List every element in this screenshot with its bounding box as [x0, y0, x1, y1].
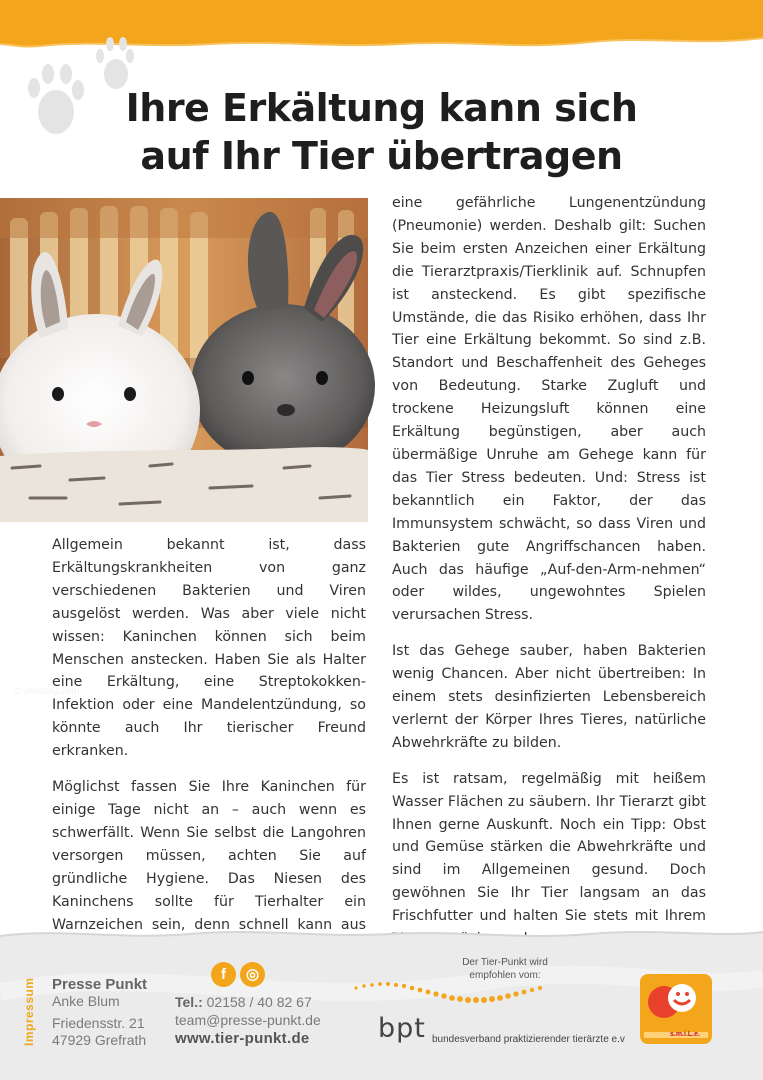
- left-paragraph-2: Möglichst fassen Sie Ihre Kaninchen für einige Tage nicht an – auch wenn es schwerfällt. Wenn Sie selbst die Langohren versorgen müssen, achten Sie auf gründliche Hygiene. Das Niesen des Kaninchens sollte für Tierhalter ein Warnzeichen sein, denn schnell kann aus: [52, 779, 366, 933]
- tel-number[interactable]: 02158 / 40 82 67: [206, 994, 312, 1010]
- dotted-arc-decoration: [352, 976, 552, 1006]
- right-paragraph-3: Es ist ratsam, regelmäßig mit heißem Wasser Flächen zu säubern. Ihr Tierarzt gibt Ihnen gerne Auskunft. Noch ein Tipp: Obst und Gemüse stärken die Abwehrkräfte und sind im Allgemeinen gesund. Doch gewöhnen Sie Ihr Tier langsam an das Frischfutter und halten Sie stets mit Ihrem: [392, 770, 706, 925]
- bpt-logo: bpt: [378, 1013, 426, 1044]
- contact-tel: [175, 994, 312, 1010]
- bpt-full-name: bundesverband praktizierender tierärzte e.v: [432, 1034, 625, 1045]
- title-line-2: auf Ihr Tier übertragen: [140, 134, 623, 178]
- recommend-line-1: Der Tier-Punkt wird: [462, 957, 548, 968]
- right-paragraph-1: eine gefährliche Lungenentzündung (Pneumonie) werden. Deshalb gilt: Suchen Sie beim ersten Anzeichen einer Erkältung die Tierarztpraxis/Tierklinik auf. Schnupfen ist ansteckend. Es gibt spezifische Umstände, die das Risiko erhöhen, dass Ihr Tier eine Erkältung bekommt. So sind z.B. Standort und Beschaffenheit des Geheges von Bedeutung. Starke Zugluft und trockene Heizungsluft können eine Erkältung begünstigen, aber auch übermäßige Unruhe am Gehege kann für das Tier Stress bedeuten. Und: Stress ist bekanntlich ein Faktor, der das Immunsystem schwächt, so dass Viren und Bakterien gute Angriffschancen haben. Auch das häufige „Auf-den-Arm-nehmen“ oder wildes, ungewohntes Spielen verursachen Stress.: [392, 195, 706, 624]
- photo-credit: © pixabay.com: [14, 686, 80, 697]
- page-title: [0, 84, 763, 180]
- press-person: Anke Blum: [52, 993, 120, 1009]
- recommend-line-2: empfohlen vom:: [469, 970, 541, 981]
- left-column: [52, 534, 366, 972]
- contact-email[interactable]: team@presse-punkt.de: [175, 1012, 321, 1028]
- right-paragraph-2: Ist das Gehege sauber, haben Bakterien wenig Chancen. Aber nicht übertreiben: In einem stets desinfizierten Lebensbereich verlernt der Körper Ihres Tieres, natürliche Abwehrkräfte zu bilden.: [392, 643, 706, 751]
- title-line-1: Ihre Erkältung kann sich: [125, 86, 638, 130]
- instagram-icon[interactable]: ◎: [240, 962, 265, 987]
- press-city: 47929 Grefrath: [52, 1032, 147, 1048]
- smile-label: s.m.i.L.e.: [670, 1031, 700, 1038]
- website-link[interactable]: www.tier-punkt.de: [175, 1030, 310, 1047]
- tel-label: Tel.:: [175, 994, 203, 1010]
- press-name: Presse Punkt: [52, 976, 148, 993]
- impressum-label: Impressum: [22, 977, 36, 1046]
- left-paragraph-1: Allgemein bekannt ist, dass Erkältungskrankheiten von ganz verschiedenen Bakterien und Viren ausgelöst werden. Was aber viele nicht wissen: Kaninchen können sich beim Menschen anstecken. Haben Sie als Halter eine Erkältung, eine Streptokokken-Infektion oder eine Mandelentzündung, so könnte auch Ihr tierischer Freund erkranken.: [52, 537, 366, 760]
- facebook-icon[interactable]: f: [211, 962, 236, 987]
- press-street: Friedensstr. 21: [52, 1015, 145, 1031]
- right-column: [392, 192, 706, 964]
